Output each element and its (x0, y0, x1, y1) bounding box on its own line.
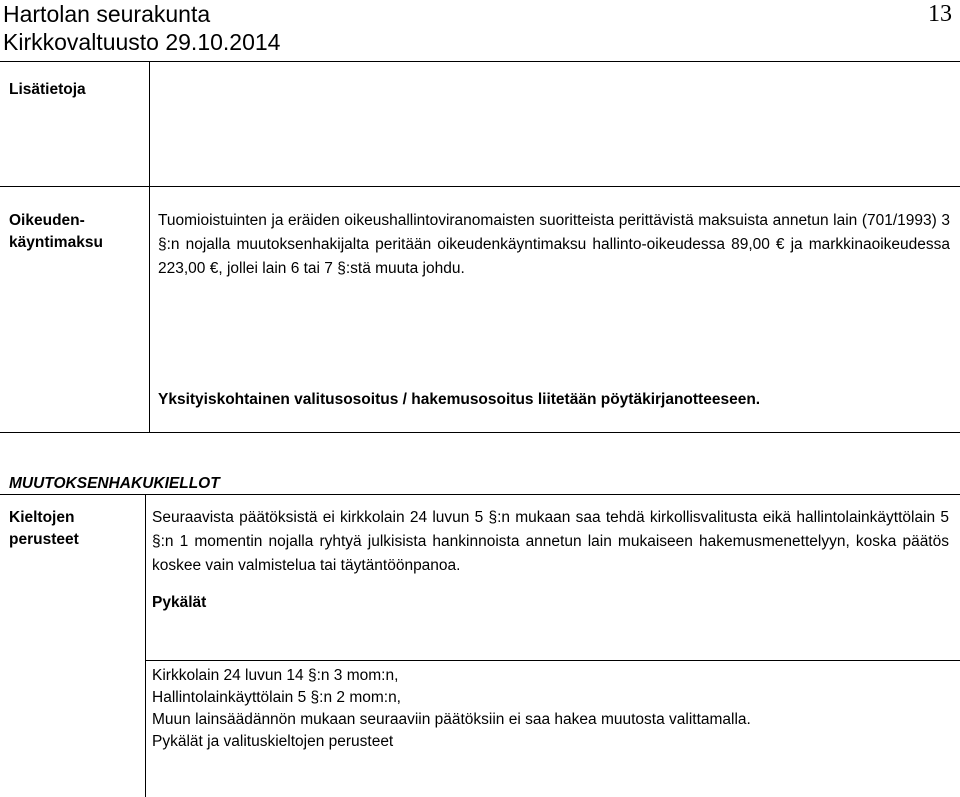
table-divider-vertical (149, 62, 150, 432)
info-table (0, 61, 960, 433)
list-item: Hallintolainkäyttölain 5 §:n 2 mom:n, (152, 689, 401, 706)
pykalat-heading: Pykälät (152, 594, 207, 611)
oikeudenkayntimaksu-label: Oikeuden- käyntimaksu (9, 212, 103, 251)
kieltojen-perusteet-label: Kieltojen perusteet (9, 509, 79, 548)
list-item: Muun lainsäädännön mukaan seuraaviin päätöksiin ei saa hakea muutosta valittamalla. (152, 711, 751, 728)
lisatietoja-label: Lisätietoja (9, 81, 86, 98)
table-divider-horizontal (145, 660, 960, 661)
table-divider-horizontal (0, 186, 960, 187)
pykalat-list (152, 665, 751, 753)
section-title-muutoksenhakukiellot: MUUTOKSENHAKUKIELLOT (9, 475, 220, 492)
table-divider-vertical (145, 495, 146, 797)
meeting-title: Kirkkovaltuusto 29.10.2014 (3, 29, 281, 55)
page-header (0, 0, 960, 60)
organization-name: Hartolan seurakunta (3, 1, 211, 27)
list-item: Kirkkolain 24 luvun 14 §:n 3 mom:n, (152, 667, 399, 684)
valitusosoitus-note: Yksityiskohtainen valitusosoitus / hakemusosoitus liitetään pöytäkirjanotteeseen. (158, 391, 761, 408)
kieltojen-perusteet-text: Seuraavista päätöksistä ei kirkkolain 24 luvun 5 §:n mukaan saa tehdä kirkollisvalitusta eikä hallintolainkäyttölain 5 §:n 1 momentin nojalla ryhtyä julkisista hankinnoista annetun lain mukaiseen hakemusmenettelyyn, koska päätös koskee vain valmistelua tai täytäntöönpanoa. (152, 509, 949, 574)
kiellot-table (0, 494, 960, 797)
page-number: 13 (928, 1, 952, 27)
oikeudenkayntimaksu-text: Tuomioistuinten ja eräiden oikeushallintoviranomaisten suoritteista perittävistä maksuista annetun lain (701/1993) 3 §:n nojalla muutoksenhakijalta peritään oikeudenkäyntimaksu hallinto-oikeudessa 89,00 € ja markkinaoikeudessa 223,00 €, jollei lain 6 tai 7 §:stä muuta johdu. (158, 212, 950, 277)
list-item: Pykälät ja valituskieltojen perusteet (152, 733, 394, 750)
